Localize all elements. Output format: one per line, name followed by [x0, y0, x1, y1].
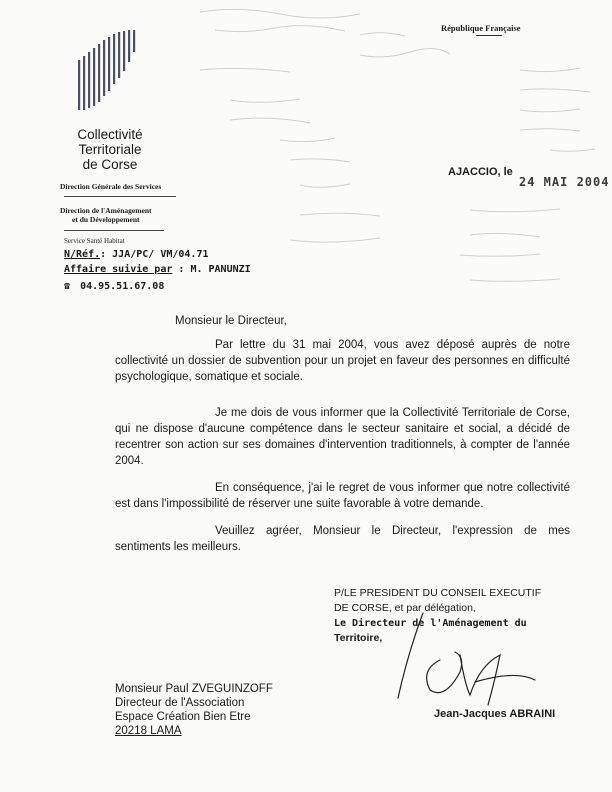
handwritten-signature: [380, 600, 560, 710]
signature-line-3: Le Directeur de l'Aménagement du: [334, 618, 527, 629]
nref-label: N/Réf.: [64, 249, 101, 260]
org-name-line: Territoriale: [78, 142, 142, 157]
organisation-name: [60, 127, 160, 172]
phone-line: [64, 281, 164, 292]
affaire-line: [64, 264, 251, 275]
recipient-association: Espace Création Bien Etre: [115, 711, 251, 723]
paragraph: [115, 405, 570, 469]
nref-value: : JJA/PC/ VM/04.71: [100, 249, 209, 260]
signer-name: Jean-Jacques ABRAINI: [434, 708, 556, 720]
nref-line: [64, 249, 209, 260]
paragraph: [115, 337, 570, 385]
divider: [64, 196, 176, 197]
signature-line-2: DE CORSE, et par délégation,: [334, 602, 476, 614]
divider: [64, 230, 164, 231]
paragraph-text: Par lettre du 31 mai 2004, vous avez déposé auprès de notre collectivité un dossier de subvention pour un projet en faveur des personnes en difficulté psychologique, somatique et sociale.: [115, 339, 570, 383]
telephone-icon: ☎: [64, 281, 71, 292]
signature-line-4: Territoire,: [334, 632, 383, 644]
paragraph-text: En conséquence, j'ai le regret de vous informer que notre collectivité est dans l'impossibilité de réserver une suite favorable à votre demande.: [115, 482, 570, 510]
phone-number: 04.95.51.67.08: [80, 281, 165, 292]
paragraph-text: Veuillez agréer, Monsieur le Directeur, l'expression de mes sentiments les meilleurs.: [115, 525, 570, 553]
date-stamp: 24 MAI 2004: [519, 175, 610, 189]
recipient-address: [115, 682, 273, 738]
org-name-line: Collectivité: [77, 127, 143, 142]
recipient-name: Monsieur Paul ZVEGUINZOFF: [115, 683, 273, 695]
paragraph: [115, 480, 570, 512]
salutation: Monsieur le Directeur,: [175, 315, 287, 327]
recipient-title: Directeur de l'Association: [115, 697, 245, 709]
republique-francaise: République Française: [441, 23, 521, 33]
direction-line: et du Développement: [72, 215, 140, 224]
signature-line-1: P/LE PRESIDENT DU CONSEIL EXECUTIF: [334, 587, 542, 599]
ctc-logo: [70, 30, 142, 112]
service-name: Service Santé Habitat: [64, 237, 125, 245]
affaire-value: : M. PANUNZI: [178, 264, 251, 275]
paragraph: [115, 523, 570, 555]
recipient-postal: 20218 LAMA: [115, 725, 182, 737]
direction-generale: Direction Générale des Services: [60, 182, 162, 191]
place-label: AJACCIO, le: [448, 166, 513, 178]
divider: [476, 35, 502, 36]
org-name-line: de Corse: [82, 157, 138, 172]
direction-amenagement: [60, 206, 170, 224]
direction-line: Direction de l'Aménagement: [60, 206, 152, 215]
paragraph-text: Je me dois de vous informer que la Collectivité Territoriale de Corse, qui ne dispose d'aucune compétence dans le secteur sanitaire et social, a décidé de recentrer son action sur ses domaines d'intervention traditionnels, à compter de l'année 2004.: [115, 407, 570, 467]
affaire-label: Affaire suivie par: [64, 264, 173, 275]
